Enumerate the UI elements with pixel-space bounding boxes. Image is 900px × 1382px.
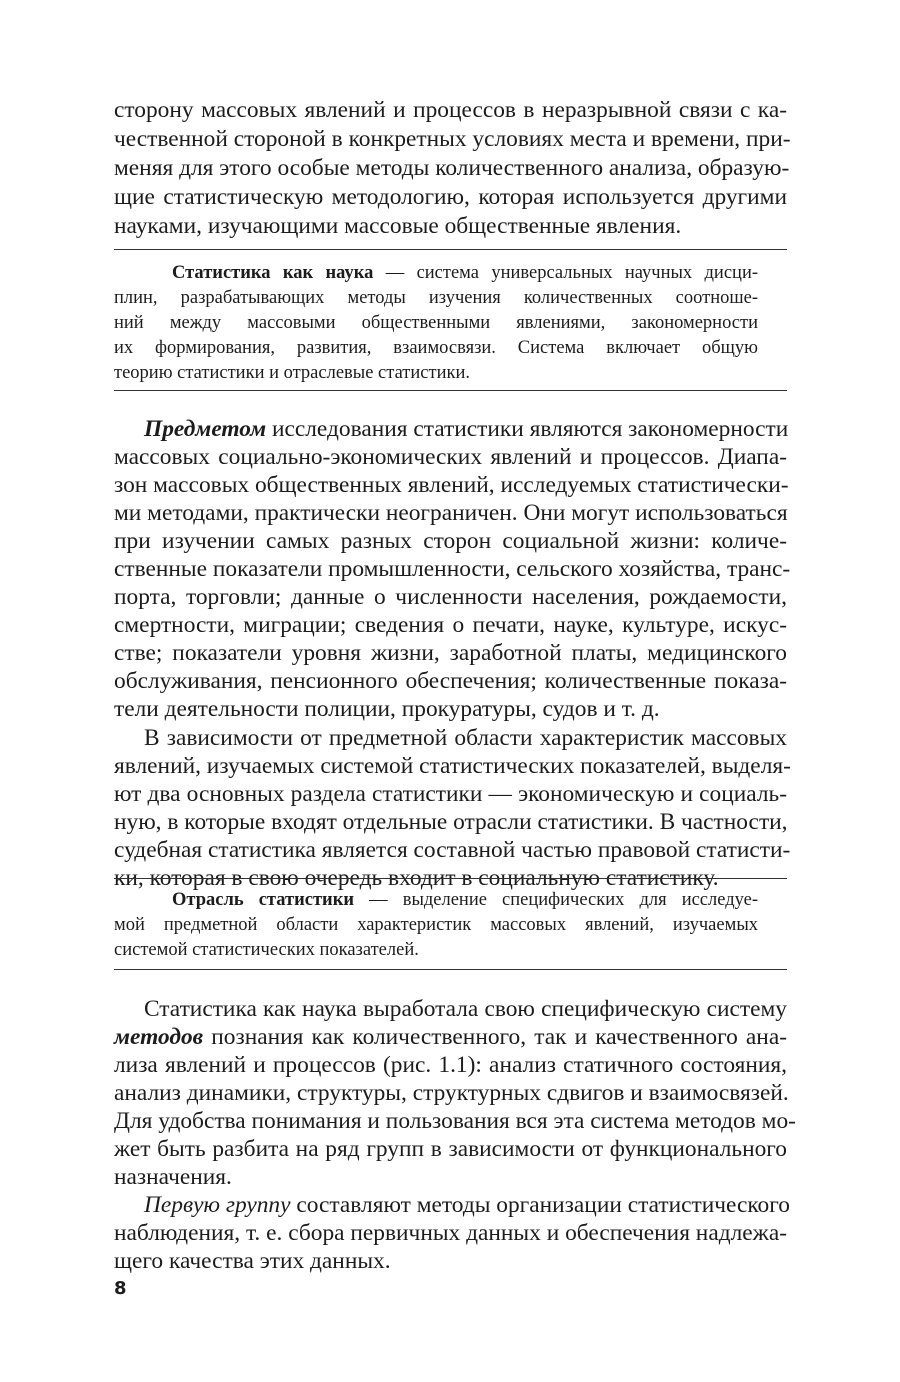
text-line: щие статистическую методологию, которая используется другими: [114, 184, 787, 210]
definition-line: ний между массовыми общественными явлениями, закономерности: [114, 313, 758, 333]
text-line: стве; показатели уровня жизни, заработной платы, медицинского: [114, 640, 787, 666]
text-line: ственные показатели промышленности, сельского хозяйства, транс-: [114, 556, 791, 582]
text-span: составляют методы организации статистического: [290, 1192, 790, 1218]
text-line: смертности, миграции; сведения о печати, науке, культуре, искус-: [114, 612, 787, 638]
definition-line: мой предметной области характеристик массовых явлений, изучаемых: [114, 915, 758, 935]
definition-line: [172, 889, 758, 911]
text-line: В зависимости от предметной области характеристик массовых: [144, 725, 787, 751]
text-line: [144, 416, 787, 442]
definition-text: — выделение специфических для исследуе-: [354, 890, 759, 910]
text-line: порта, торговли; данные о численности населения, рождаемости,: [114, 584, 787, 610]
text-line: лиза явлений и процессов (рис. 1.1): анализ статичного состояния,: [114, 1052, 787, 1078]
emphasis-term: методов: [114, 1024, 204, 1050]
text-line: обслуживания, пенсионного обеспечения; количественные показа-: [114, 668, 787, 694]
definition-line: [172, 262, 758, 284]
text-line: зон массовых общественных явлений, исследуемых статистически-: [114, 472, 789, 498]
text-line: при изучении самых разных сторон социальной жизни: количе-: [114, 528, 787, 554]
text-span: исследования статистики являются закономерности: [266, 416, 789, 442]
page-number: 8: [114, 1278, 127, 1299]
text-line: чественной стороной в конкретных условиях места и времени, при-: [114, 126, 791, 152]
text-line: массовых социально-экономических явлений и процессов. Диапа-: [114, 444, 787, 470]
text-line: назначения.: [114, 1164, 232, 1190]
text-line: явлений, изучаемых системой статистических показателей, выделя-: [114, 753, 791, 779]
text-line: наблюдения, т. е. сбора первичных данных и обеспечения надлежа-: [114, 1220, 787, 1246]
text-line: ют два основных раздела статистики — экономическую и социаль-: [114, 781, 787, 807]
definition-line: системой статистических показателей.: [114, 940, 419, 960]
text-line: меняя для этого особые методы количественного анализа, образую-: [114, 155, 790, 181]
text-line: ную, в которые входят отдельные отрасли статистики. В частности,: [114, 809, 788, 835]
definition-term: Отрасль статистики: [172, 890, 355, 910]
text-line: тели деятельности полиции, прокуратуры, судов и т. д.: [114, 696, 660, 722]
definition-rule-top: [114, 878, 787, 879]
text-line: анализ динамики, структуры, структурных сдвигов и взаимосвязей.: [114, 1080, 789, 1106]
definition-rule-bottom: [114, 390, 787, 391]
text-line: науками, изучающими массовые общественные явления.: [114, 213, 682, 239]
text-line: судебная статистика является составной частью правовой статисти-: [114, 837, 791, 863]
definition-line: их формирования, развития, взаимосвязи. Система включает общую: [114, 338, 758, 358]
definition-line: плин, разрабатывающих методы изучения количественных соотноше-: [114, 288, 758, 308]
text-line: [144, 1192, 790, 1218]
text-line: Для удобства понимания и пользования вся эта система методов мо-: [114, 1108, 796, 1134]
definition-text: — система универсальных научных дисци-: [373, 263, 759, 283]
text-line: ки, которая в свою очередь входит в социальную статистику.: [114, 865, 719, 891]
text-line: сторону массовых явлений и процессов в неразрывной связи с ка-: [114, 97, 787, 123]
text-span: познания как количественного, так и качественного ана-: [203, 1024, 787, 1050]
definition-rule-bottom: [114, 969, 787, 970]
text-line: ми методами, практически неограничен. Они могут использоваться: [114, 500, 788, 526]
definition-line: теорию статистики и отраслевые статистики.: [114, 363, 470, 383]
text-line: Статистика как наука выработала свою специфическую систему: [144, 996, 787, 1022]
definition-term: Статистика как наука: [172, 263, 374, 283]
definition-rule-top: [114, 249, 787, 250]
text-line: щего качества этих данных.: [114, 1248, 391, 1274]
emphasis-term: Первую группу: [144, 1192, 291, 1218]
text-line: [114, 1024, 787, 1050]
text-line: жет быть разбита на ряд групп в зависимости от функционального: [114, 1136, 787, 1162]
emphasis-term: Предметом: [144, 416, 267, 442]
